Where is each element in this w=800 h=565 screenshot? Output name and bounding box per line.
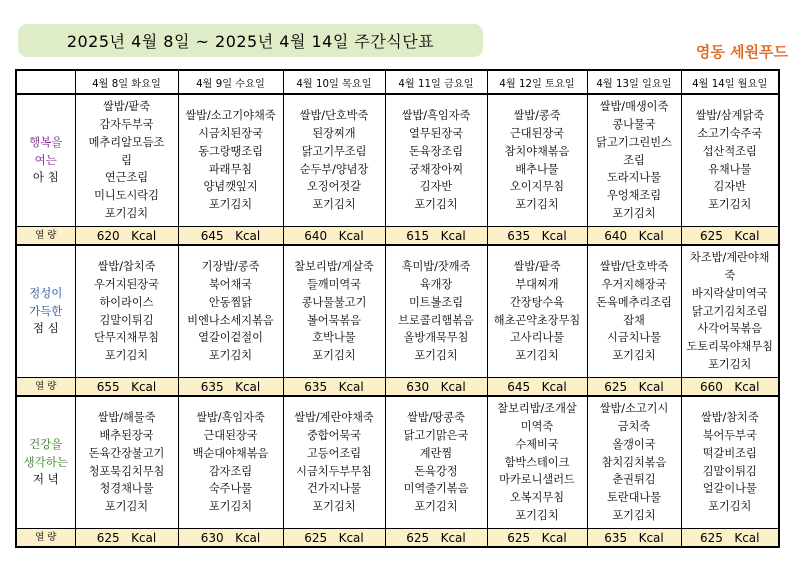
day-header: 4월 9일 수요일 (178, 70, 283, 94)
kcal-unit: Kcal (235, 379, 261, 394)
day-header: 4월 14일 월요일 (681, 70, 779, 94)
page-title (18, 24, 483, 57)
kcal-label: 열 량 (16, 227, 75, 246)
menu-item: 차조밥/계란야채 (690, 251, 770, 265)
day-header: 4월 12일 토요일 (487, 70, 587, 94)
menu-item: 도토리묵야채무침 (686, 340, 773, 354)
menu-item: 포기김치 (208, 349, 253, 363)
kcal-unit: Kcal (440, 379, 466, 394)
menu-item: 부대찌개 (515, 277, 559, 291)
kcal-cell (75, 378, 178, 397)
meal-label-line: 여는 (34, 152, 57, 167)
menu-item: 볼어묵볶음 (306, 313, 362, 327)
menu-item: 닭고기맑은국 (403, 428, 469, 442)
menu-item: 돈육간장불고기 (88, 446, 165, 460)
menu-item: 쌀밥/삼계닭죽 (695, 109, 765, 123)
meal-label (16, 245, 75, 378)
kcal-value: 625 (604, 379, 628, 394)
menu-item: 열무된장국 (408, 126, 464, 140)
menu-item: 림 (121, 153, 132, 167)
menu-item: 오이지무침 (509, 180, 565, 194)
kcal-cell (487, 227, 587, 246)
kcal-unit: Kcal (131, 379, 157, 394)
menu-cell (587, 94, 681, 227)
menu-item: 북어채국 (208, 277, 253, 291)
menu-item: 잡채 (623, 313, 645, 327)
kcal-value: 645 (507, 379, 531, 394)
menu-item: 청포묵김치무침 (88, 464, 165, 478)
menu-item: 시금치된장국 (198, 126, 263, 140)
kcal-value: 635 (304, 379, 328, 394)
menu-item: 기장밥/콩죽 (201, 260, 260, 274)
kcal-value: 625 (406, 530, 430, 545)
menu-item: 파래무침 (208, 162, 253, 176)
menu-item: 올갱이국 (612, 437, 656, 451)
menu-item: 포기김치 (104, 500, 149, 514)
menu-item: 오징어젓갈 (306, 180, 362, 194)
menu-item: 바지락살미역국 (691, 286, 768, 300)
menu-item: 북어두부국 (702, 428, 757, 442)
menu-item: 포기김치 (208, 500, 253, 514)
page-title-text: 2025년 4월 8일 ~ 2025년 4월 14일 주간식단표 (66, 32, 435, 51)
menu-item: 중합어묵국 (306, 428, 362, 442)
kcal-value: 660 (699, 379, 723, 394)
meal-label-line: 점 심 (32, 321, 59, 336)
kcal-unit: Kcal (338, 228, 364, 243)
menu-item: 근대된장국 (203, 428, 258, 442)
kcal-cell (75, 227, 178, 246)
kcal-value: 625 (507, 530, 531, 545)
menu-item: 포기김치 (708, 198, 752, 212)
kcal-value: 635 (200, 379, 224, 394)
kcal-row (16, 227, 779, 246)
menu-item: 우거지해장국 (601, 277, 667, 291)
day-header: 4월 8일 화요일 (75, 70, 178, 94)
kcal-row (16, 529, 779, 548)
day-header: 4월 10일 목요일 (283, 70, 385, 94)
menu-item: 비엔나소세지볶음 (187, 313, 274, 327)
menu-item: 포기김치 (515, 349, 559, 363)
meal-label-line: 건강을 (29, 436, 63, 451)
menu-item: 김자반 (419, 180, 453, 194)
kcal-cell (178, 529, 283, 548)
menu-item: 쌀밥/콩죽 (513, 109, 561, 123)
kcal-unit: Kcal (638, 530, 664, 545)
kcal-value: 640 (604, 228, 628, 243)
menu-item: 마카로니샐러드 (499, 473, 575, 487)
menu-cell (487, 396, 587, 529)
menu-cell (681, 396, 779, 529)
menu-item: 수제비국 (515, 437, 559, 451)
menu-item: 감자두부국 (99, 118, 154, 131)
menu-item: 계란찜 (419, 446, 453, 460)
menu-item: 돈육메추리조림 (596, 295, 672, 309)
menu-cell (587, 245, 681, 378)
kcal-cell (178, 378, 283, 397)
menu-item: 시금치두부무침 (296, 464, 372, 478)
menu-item: 메추리알모듬조 (88, 135, 165, 149)
kcal-row (16, 378, 779, 397)
menu-item: 쌀밥/해물죽 (97, 411, 156, 425)
kcal-value: 635 (507, 228, 531, 243)
kcal-cell (283, 378, 385, 397)
kcal-label: 열 량 (16, 378, 75, 397)
menu-item: 금치죽 (617, 420, 651, 433)
menu-item: 섭산적조림 (702, 144, 757, 158)
menu-item: 포기김치 (414, 198, 458, 212)
menu-item: 동그랑땡조림 (198, 144, 263, 158)
kcal-unit: Kcal (131, 530, 157, 545)
menu-item: 배추된장국 (99, 428, 154, 442)
kcal-value: 640 (304, 228, 328, 243)
kcal-unit: Kcal (338, 379, 364, 394)
menu-item: 양념깻잎지 (203, 180, 258, 194)
menu-cell (178, 94, 283, 227)
meal-label-line: 정성이 (29, 285, 63, 300)
menu-cell (385, 396, 487, 529)
meal-row (16, 94, 779, 227)
menu-item: 소고기숙주국 (697, 126, 763, 140)
kcal-value: 645 (200, 228, 224, 243)
kcal-cell (587, 529, 681, 548)
menu-item: 고사리나물 (509, 331, 565, 345)
kcal-unit: Kcal (541, 379, 567, 394)
menu-item: 포기김치 (612, 349, 656, 363)
menu-cell (75, 94, 178, 227)
kcal-unit: Kcal (734, 379, 760, 394)
menu-item: 쌀밥/소고기시 (599, 402, 669, 416)
kcal-value: 630 (406, 379, 430, 394)
menu-item: 쌀밥/찹치죽 (97, 260, 156, 274)
menu-item: 단무지채무침 (94, 331, 159, 345)
kcal-unit: Kcal (541, 530, 567, 545)
menu-item: 흑미밥/잣깨죽 (401, 260, 471, 274)
menu-item: 닭고기김치조림 (691, 304, 768, 318)
menu-cell (75, 396, 178, 529)
menu-cell (385, 94, 487, 227)
menu-cell (487, 94, 587, 227)
kcal-cell (587, 378, 681, 397)
menu-cell (681, 245, 779, 378)
kcal-cell (178, 227, 283, 246)
menu-item: 포기김치 (515, 198, 559, 212)
kcal-value: 625 (699, 530, 723, 545)
menu-item: 쌀밥/단호박죽 (299, 109, 369, 123)
menu-item: 감자조림 (208, 464, 253, 478)
kcal-unit: Kcal (235, 530, 261, 545)
kcal-cell (283, 529, 385, 548)
menu-cell (178, 245, 283, 378)
menu-item: 시금치나물 (606, 331, 662, 345)
menu-item: 콩나물불고기 (301, 295, 367, 309)
kcal-cell (75, 529, 178, 548)
menu-item: 죽 (724, 269, 736, 282)
menu-item: 하이라이스 (99, 295, 154, 309)
menu-item: 김말이튀김 (99, 313, 154, 327)
menu-item: 쌀밥/참치죽 (700, 411, 759, 425)
menu-item: 포기김치 (414, 349, 458, 363)
kcal-label: 열 량 (16, 529, 75, 548)
menu-item: 함박스테이크 (504, 455, 570, 469)
kcal-cell (385, 378, 487, 397)
menu-item: 포기김치 (612, 206, 656, 220)
kcal-unit: Kcal (541, 228, 567, 243)
kcal-value: 630 (200, 530, 224, 545)
kcal-unit: Kcal (440, 228, 466, 243)
kcal-cell (385, 227, 487, 246)
kcal-cell (681, 378, 779, 397)
kcal-cell (681, 529, 779, 548)
menu-item: 쌀밥/팥죽 (513, 260, 561, 274)
menu-item: 쌀밥/계란야채죽 (294, 411, 374, 425)
meal-label (16, 94, 75, 227)
menu-item: 들깨미역국 (306, 277, 362, 291)
kcal-value: 635 (604, 530, 628, 545)
menu-item: 쌀밥/팥죽 (103, 100, 150, 114)
kcal-unit: Kcal (440, 530, 466, 545)
menu-item: 포기김치 (414, 500, 458, 514)
menu-item: 육개장 (419, 277, 453, 291)
day-header: 4월 11일 금요일 (385, 70, 487, 94)
menu-item: 포기김치 (104, 206, 149, 220)
menu-cell (487, 245, 587, 378)
header-row (16, 70, 779, 94)
menu-item: 올방개묵무침 (403, 331, 469, 345)
kcal-unit: Kcal (638, 379, 664, 394)
menu-cell (283, 396, 385, 529)
meal-label-line: 저 녁 (32, 472, 59, 487)
kcal-value: 620 (96, 228, 120, 243)
menu-item: 닭고기무조림 (301, 144, 367, 158)
menu-cell (681, 94, 779, 227)
menu-item: 김말이튀김 (702, 464, 757, 478)
menu-item: 배추나물 (515, 162, 559, 176)
meal-label-line: 아 침 (32, 170, 59, 185)
menu-item: 유채나물 (708, 162, 752, 176)
menu-item: 쌀밥/소고기야채죽 (185, 109, 276, 123)
menu-item: 고등어조림 (306, 446, 362, 460)
menu-cell (385, 245, 487, 378)
menu-item: 근대된장국 (509, 126, 565, 140)
kcal-value: 615 (406, 228, 430, 243)
menu-item: 건가지나물 (306, 482, 362, 496)
menu-item: 쌀밥/단호박죽 (599, 260, 669, 274)
menu-item: 닭고기그린빈스 (596, 135, 672, 149)
menu-item: 조림 (623, 153, 645, 167)
menu-item: 숙주나물 (208, 482, 253, 496)
menu-item: 우엉채조림 (606, 189, 662, 203)
menu-item: 포기김치 (312, 349, 356, 363)
kcal-unit: Kcal (235, 228, 261, 243)
menu-item: 된장찌개 (312, 126, 356, 140)
day-header: 4월 13일 일요일 (587, 70, 681, 94)
menu-item: 떡갈비조림 (702, 446, 757, 460)
menu-item: 춘권튀김 (612, 473, 656, 487)
menu-item: 콩나물국 (612, 118, 656, 131)
kcal-value: 625 (304, 530, 328, 545)
menu-item: 참치김치볶음 (601, 455, 667, 469)
menu-item: 포기김치 (612, 508, 656, 522)
menu-item: 사각어묵볶음 (697, 322, 763, 336)
menu-item: 호박나물 (312, 331, 356, 345)
kcal-unit: Kcal (338, 530, 364, 545)
kcal-value: 625 (96, 530, 120, 545)
kcal-cell (283, 227, 385, 246)
menu-item: 백순대야채볶음 (192, 446, 269, 460)
menu-cell (587, 396, 681, 529)
menu-item: 포기김치 (708, 500, 752, 514)
menu-item: 열갈이겉절이 (198, 331, 263, 345)
menu-item: 포기김치 (312, 198, 356, 212)
menu-item: 궁채장아찌 (408, 162, 464, 176)
menu-item: 연근조림 (104, 171, 149, 185)
kcal-unit: Kcal (734, 228, 760, 243)
kcal-cell (487, 529, 587, 548)
menu-item: 토란대나물 (606, 491, 662, 505)
menu-item: 쌀밥/흑임자죽 (196, 411, 265, 425)
menu-item: 우거지된장국 (94, 277, 159, 291)
weekly-menu-table (15, 69, 780, 548)
meal-row (16, 245, 779, 378)
menu-item: 쌀밥/흑임자죽 (401, 109, 471, 123)
menu-item: 참치야채볶음 (504, 144, 570, 158)
menu-item: 미역줄기볶음 (403, 482, 469, 496)
meal-label-line: 행복을 (29, 134, 63, 149)
menu-item: 미니도시락김 (94, 189, 159, 203)
menu-item: 포기김치 (515, 508, 559, 522)
menu-item: 돈육강정 (414, 464, 458, 478)
menu-cell (75, 245, 178, 378)
menu-item: 청경채나물 (99, 482, 154, 496)
menu-item: 김자반 (713, 180, 746, 194)
menu-item: 오복지무침 (509, 491, 565, 505)
menu-item: 쌀밥/매생이죽 (599, 100, 669, 114)
kcal-unit: Kcal (734, 530, 760, 545)
menu-item: 도라지나물 (606, 171, 662, 185)
menu-item: 순두부/양념장 (299, 162, 369, 176)
menu-item: 포기김치 (312, 500, 356, 514)
kcal-cell (385, 529, 487, 548)
menu-item: 포기김치 (104, 349, 149, 363)
kcal-value: 625 (699, 228, 723, 243)
menu-item: 돈육장조림 (408, 144, 464, 158)
menu-item: 포기김치 (208, 198, 253, 212)
menu-item: 쌀밥/땅콩죽 (407, 411, 465, 425)
kcal-value: 655 (96, 379, 120, 394)
menu-item: 얼갈이나물 (702, 482, 757, 496)
meal-label-line: 가득한 (29, 303, 63, 318)
menu-cell (283, 245, 385, 378)
header-corner-cell (16, 70, 75, 94)
meal-row (16, 396, 779, 529)
kcal-cell (681, 227, 779, 246)
menu-item: 간장탕수육 (509, 295, 565, 309)
menu-item: 안동찜닭 (208, 295, 253, 309)
kcal-cell (587, 227, 681, 246)
kcal-unit: Kcal (638, 228, 664, 243)
menu-item: 미역죽 (520, 420, 554, 433)
menu-item: 해초곤약초장무침 (493, 313, 581, 327)
menu-item: 브로콜리햄볶음 (398, 313, 474, 327)
company-name: 영동 세원푸드 (695, 43, 788, 61)
menu-cell (283, 94, 385, 227)
menu-item: 찰보리밥/조개살 (497, 402, 577, 416)
menu-item: 찰보리밥/게살죽 (294, 260, 374, 274)
menu-item: 미트볼조림 (408, 295, 464, 309)
meal-label-line: 생각하는 (23, 454, 68, 469)
menu-cell (178, 396, 283, 529)
kcal-cell (487, 378, 587, 397)
meal-label (16, 396, 75, 529)
menu-item: 포기김치 (708, 357, 752, 371)
kcal-unit: Kcal (131, 228, 157, 243)
